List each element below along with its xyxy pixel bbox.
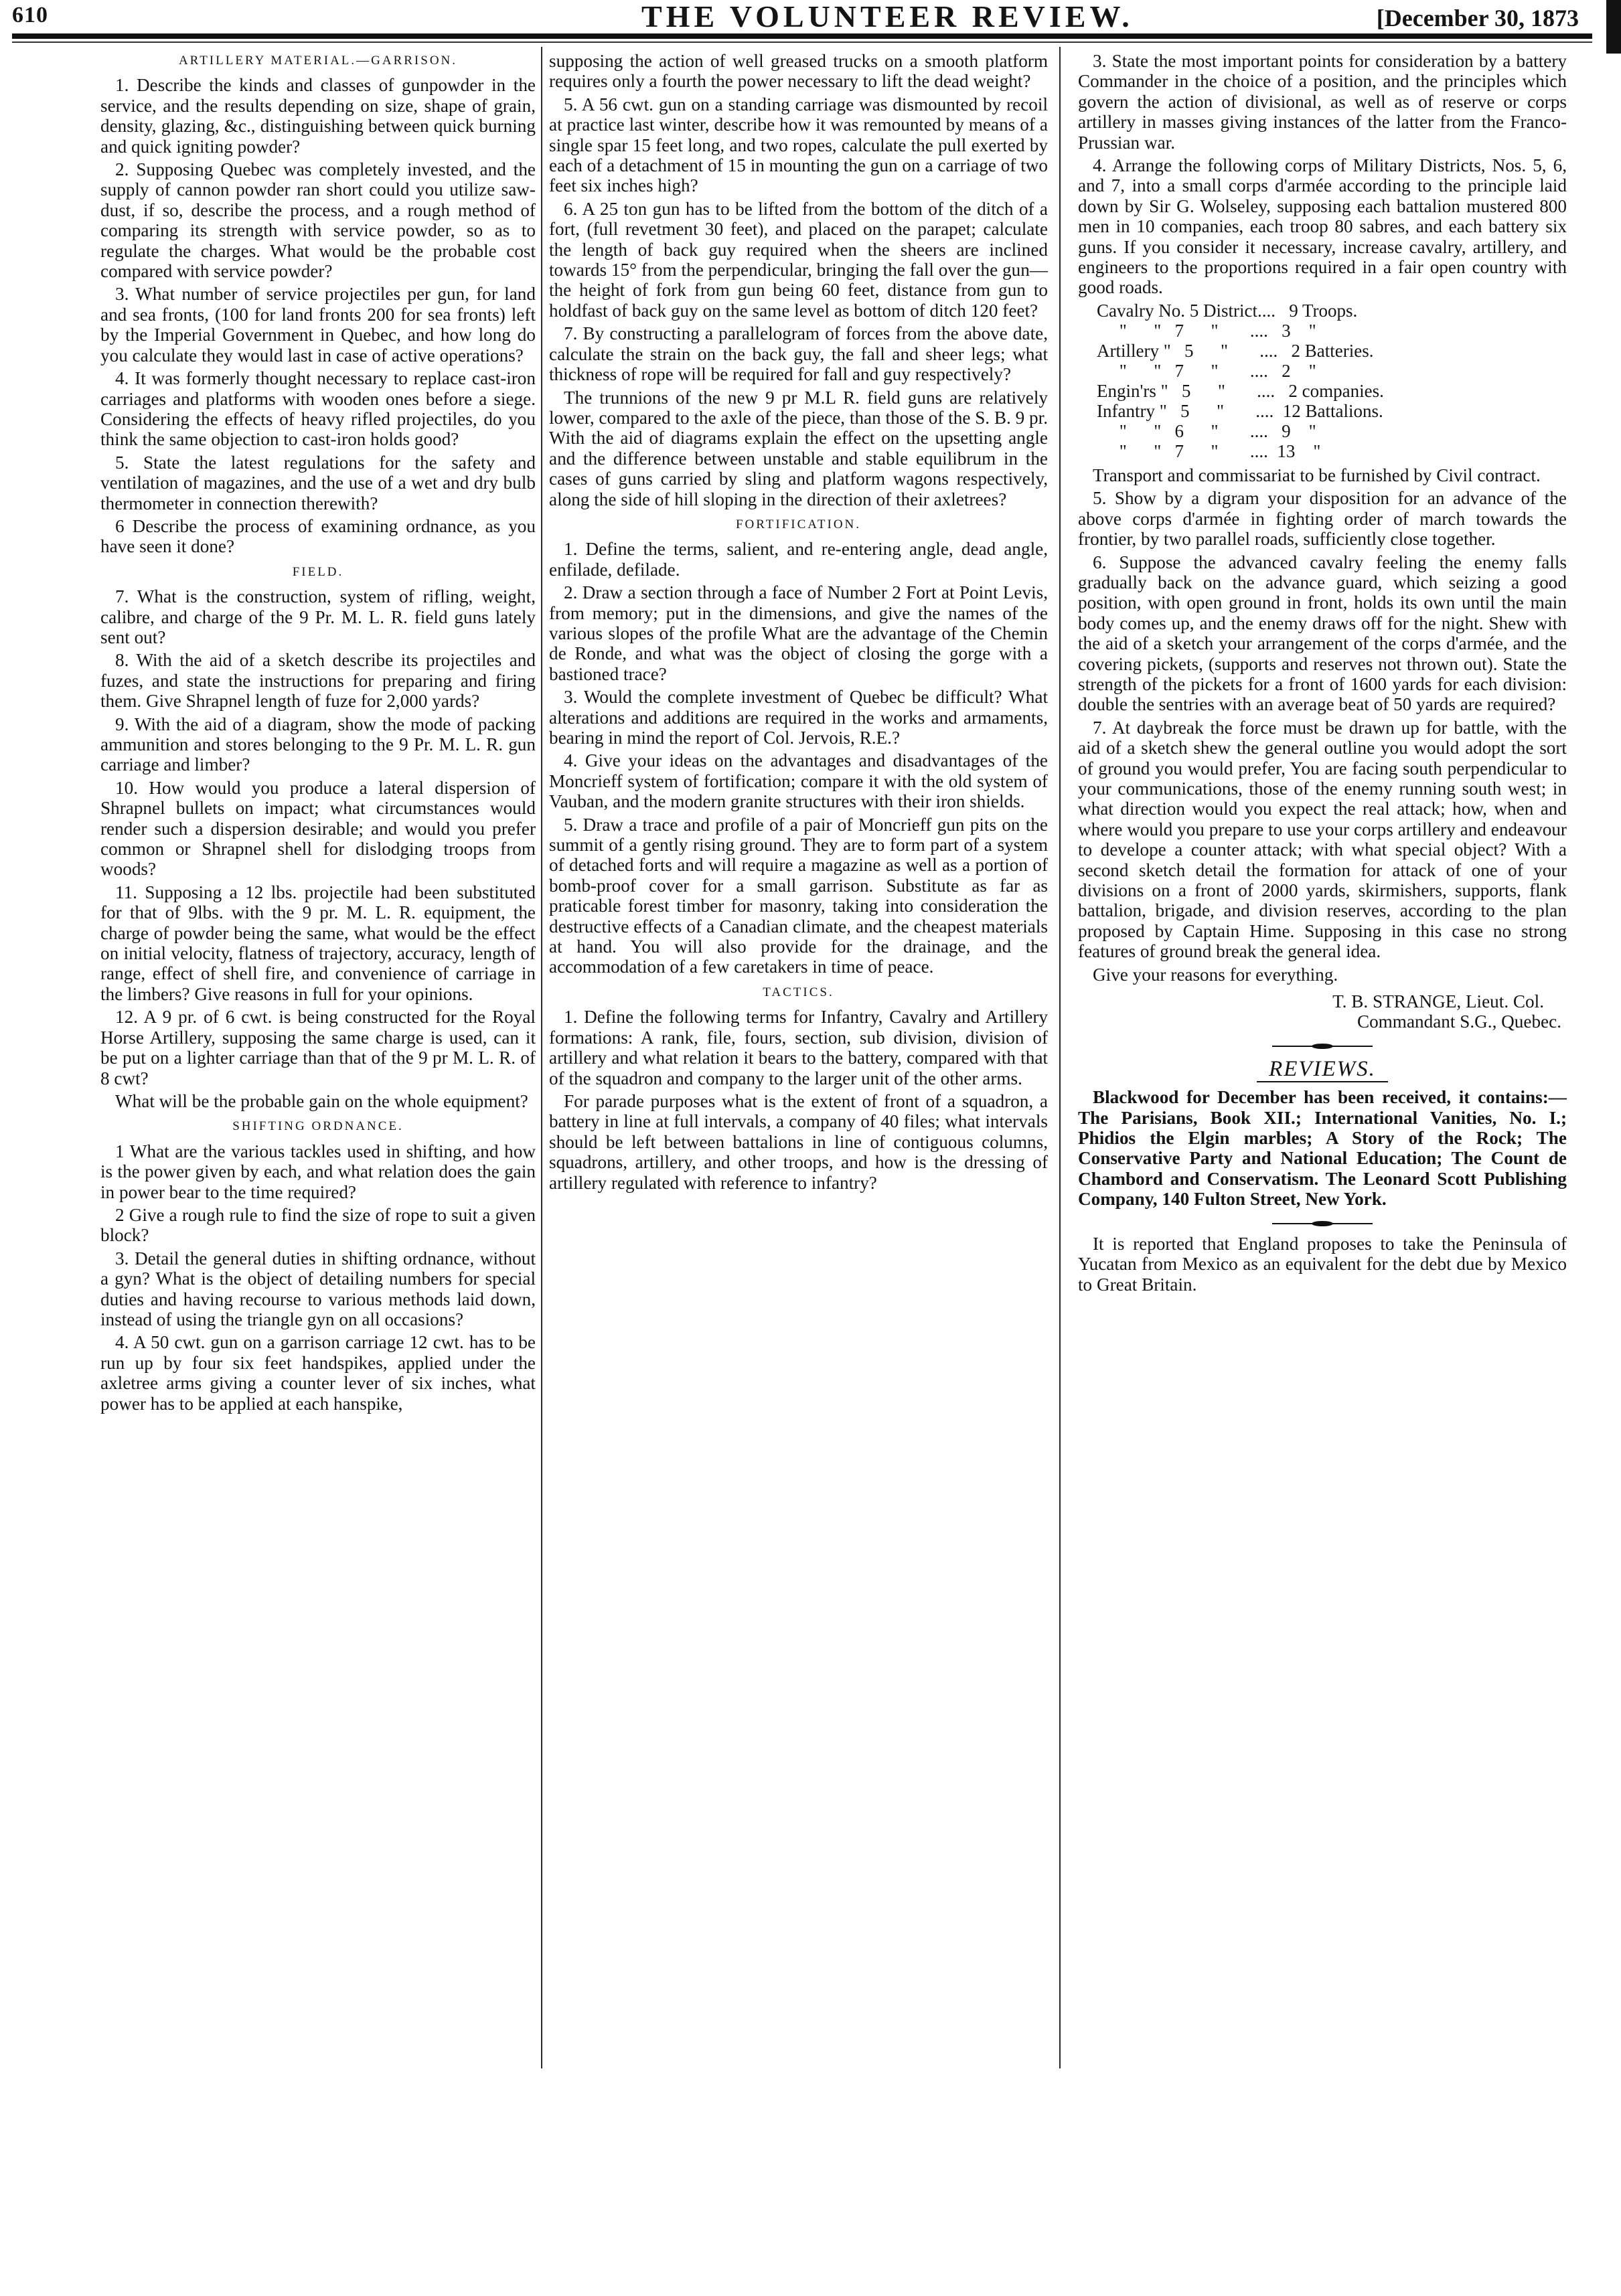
- question-paragraph: 2. Supposing Quebec was completely invested, and the supply of cannon powder ran short could you utilize saw-dust, if so, describe the process, and a rough method of comparing its strength with service powder, so as to regulate the charges. What would be the probable cost compared with service powder?: [100, 159, 536, 282]
- header-rule: [12, 33, 1592, 39]
- question-paragraph: 5. Draw a trace and profile of a pair of Moncrieff gun pits on the summit of a gently rising ground. They are to form part of a system of detached forts and will require a magazine as well as a portion of bomb-proof cover for a small garrison. Substitute as far as praticable forest timber for masonry, taking into consideration the destructive effects of a Canadian climate, and the cheapest materials at hand. You will also provide for the drainage, and the accommodation of a few caretakers in time of peace.: [549, 814, 1048, 977]
- question-paragraph: 1. Describe the kinds and classes of gunpowder in the service, and the results depending on size, shape of grain, density, glazing, &c., distinguishing between quick burning and quick igniting powder?: [100, 75, 536, 157]
- column-rule-2: [1059, 47, 1061, 2068]
- section-heading-tactics: TACTICS.: [763, 985, 834, 999]
- question-paragraph: 7. At daybreak the force must be drawn up for battle, with the aid of a sketch shew the general outline you would adopt the sort of ground you would prefer, You are facing south perpendicular to your communications, those of the enemy running south west; in what direction would you expect the real attack; how, when and where would you prepare to use your corps artillery and endeavour to develope a counter attack; with what special object? With a second sketch detail the formation for attack of one of your divisions on a front of 2000 yards, skirmishers, supports, flank battalion, brigade, and division reserves, according to the plan proposed by Captain Hime. Supposing in this case no strong features of ground break the general idea.: [1078, 717, 1567, 962]
- reviews-heading-text: REVIEWS.: [1257, 1057, 1388, 1082]
- question-paragraph: 8. With the aid of a sketch describe its projectiles and fuzes, and state the instructions for preparing and firing them. Give Shrapnel length of fuze for 2,000 yards?: [100, 650, 536, 712]
- question-paragraph: 4. It was formerly thought necessary to replace cast-iron carriages and platforms with wooden ones before a siege. Considering the effects of heavy rifled projectiles, do you think the same objection to cast-iron holds good?: [100, 368, 536, 450]
- column-3: [1078, 51, 1567, 1297]
- question-paragraph: 10. How would you produce a lateral dispersion of Shrapnel bullets on impact; what circumstances would render such a dispersion desirable; and would you prefer common or Shrapnel shell for dislodging troops from woods?: [100, 777, 536, 880]
- ornamental-divider-icon: [1272, 1043, 1373, 1050]
- question-paragraph: 5. Show by a digram your disposition for an advance of the above corps d'armée in fighting order of march towards the frontier, by two parallel roads, sufficiently close together.: [1078, 488, 1567, 550]
- section-heading-shifting-ordnance: SHIFTING ORDNANCE.: [232, 1119, 404, 1134]
- troop-table-row: " " 7 " .... 3 ": [1097, 320, 1316, 341]
- question-paragraph: 5. A 56 cwt. gun on a standing carriage was dismounted by recoil at practice last winter, describe how it was remounted by means of a single spar 15 feet long, and two ropes, calculate the pull exerted by each of a detachment of 15 in mounting the gun on a carriage of two feet six inches high?: [549, 94, 1048, 196]
- question-paragraph: 6. A 25 ton gun has to be lifted from the bottom of the ditch of a fort, (full revetment 30 feet), and placed on the parapet; calculate the length of back guy required when the sheers are inclined towards 15° from the perpendicular, bringing the fall over the gun—the height of fork from gun being 60 feet, distance from gun to holdfast of back guy on the same level as bottom of ditch 120 feet?: [549, 198, 1048, 321]
- troop-table-row: Engin'rs " 5 " .... 2 companies.: [1097, 380, 1384, 401]
- page-header: [12, 0, 1592, 35]
- ornamental-divider-icon: [1272, 1220, 1373, 1227]
- question-paragraph: For parade purposes what is the extent of front of a squadron, a battery in line at full intervals, a company of 40 files; what intervals should be left between battalions in line of contiguous columns, squadrons, artillery, and other troops, and how is the dressing of artillery regulated with reference to infantry?: [549, 1090, 1048, 1193]
- question-paragraph: Transport and commissariat to be furnished by Civil contract.: [1093, 465, 1541, 485]
- troop-table-row: " " 6 " .... 9 ": [1097, 420, 1316, 441]
- question-paragraph: 2. Draw a section through a face of Number 2 Fort at Point Levis, from memory; put in the dimensions, and give the names of the various slopes of the profile What are the advantage of the Chemin de Ronde, and what was the object of closing the gorge with a bastioned trace?: [549, 582, 1048, 684]
- section-heading-artillery: ARTILLERY MATERIAL.—GARRISON.: [178, 54, 458, 68]
- page-number: 610: [12, 3, 48, 27]
- column-rule-1: [541, 47, 542, 2068]
- troop-table-row: Artillery " 5 " .... 2 Batteries.: [1097, 340, 1374, 361]
- question-paragraph: 4. A 50 cwt. gun on a garrison carriage 12 cwt. has to be run up by four six feet handspikes, applied under the axletree arms giving a counter lever of six inches, what power has to be applied at each hanspike,: [100, 1332, 536, 1414]
- question-paragraph: 9. With the aid of a diagram, show the mode of packing ammunition and stores belonging to the 9 Pr. M. L. R. gun carriage and limber?: [100, 714, 536, 775]
- troop-table-row: Infantry " 5 " .... 12 Battalions.: [1097, 400, 1383, 421]
- question-paragraph: 3. Detail the general duties in shifting ordnance, without a gyn? What is the object of detailing numbers for special duties and having recourse to various methods laid down, instead of using the triangle gyn on all occasions?: [100, 1248, 536, 1329]
- section-heading-fortification: FORTIFICATION.: [735, 517, 862, 531]
- question-paragraph: 7. By constructing a parallelogram of forces from the above date, calculate the strain on the back guy, the fall and sheer legs; what thickness of rope will be required for fall and guy respectively?: [549, 323, 1048, 385]
- question-paragraph: 3. What number of service projectiles per gun, for land and sea fronts, (100 for land fronts 200 for sea fronts) left by the Imperial Government in Quebec, and how long do you calculate they would last in case of active operations?: [100, 284, 536, 365]
- question-paragraph: 2 Give a rough rule to find the size of rope to suit a given block?: [100, 1204, 536, 1246]
- header-rule-thin: [12, 42, 1592, 43]
- question-paragraph: 11. Supposing a 12 lbs. projectile had been substituted for that of 9lbs. with the 9 pr. M. L. R. equipment, the charge of powder being the same, what would be the effect on initial velocity, flatness of trajectory, accuracy, length of range, effect of shell fire, and convenience of carriage in the limbers? Give reasons in full for your opinions.: [100, 882, 536, 1004]
- question-paragraph: 7. What is the construction, system of rifling, weight, calibre, and charge of the 9 Pr. M. L. R. field guns lately sent out?: [100, 586, 536, 647]
- question-paragraph: supposing the action of well greased trucks on a smooth platform requires only a fourth the power necessary to lift the dead weight?: [549, 51, 1048, 92]
- troop-table-row: " " 7 " .... 2 ": [1097, 360, 1316, 381]
- question-paragraph: 4. Arrange the following corps of Military Districts, Nos. 5, 6, and 7, into a small corps d'armée according to the principle laid down by Sir G. Wolseley, supposing each battalion mustered 800 men in 10 companies, each troop 80 sabres, and each battery six guns. If you consider it necessary, increase cavalry, artillery, and engineers to the proportions required in a fair open country with good roads.: [1078, 155, 1567, 298]
- section-heading-field: FIELD.: [292, 564, 344, 579]
- news-paragraph: It is reported that England proposes to take the Peninsula of Yucatan from Mexico as an equivalent for the debt due by Mexico to Great Britain.: [1078, 1233, 1567, 1295]
- issue-date: [December 30, 1873: [1376, 5, 1579, 31]
- question-paragraph: 1 What are the various tackles used in shifting, and how is the power given by each, and what relation does the gain in power bear to the time required?: [100, 1141, 536, 1202]
- scan-edge-mark: [1606, 0, 1621, 54]
- question-paragraph: 1. Define the following terms for Infantry, Cavalry and Artillery formations: A rank, file, fours, section, sub division, division of artillery and what relation it bears to the battery, compared with that of the squadron and company to the larger unit of the other arms.: [549, 1007, 1048, 1088]
- signature-name: T. B. STRANGE, Lieut. Col.: [1332, 991, 1544, 1012]
- troop-table: [1097, 301, 1567, 461]
- question-paragraph: 5. State the latest regulations for the safety and ventilation of magazines, and the use of a wet and dry bulb thermometer in connection therewith?: [100, 452, 536, 513]
- question-paragraph: 6. Suppose the advanced cavalry feeling the enemy falls gradually back on the advance guard, which seizing a good position, with open ground in front, holds its own until the main body comes up, and the enemy draws off for the night. Shew with the aid of a sketch your arrangement of the corps d'armée, and the covering pickets, (supports and reserves not thrown out). State the strength of the pickets for a front of 1600 yards for each division: double the sentries with an average beat of 50 yards are required?: [1078, 552, 1567, 715]
- signature-title: Commandant S.G., Quebec.: [1357, 1011, 1561, 1032]
- column-2: [549, 51, 1048, 1196]
- question-paragraph: 3. State the most important points for consideration by a battery Commander in the choice of a position, and the principles which govern the action of divisional, as well as of reserve or corps artillery in masses giving instances of the latter from the Franco-Prussian war.: [1078, 51, 1567, 153]
- question-paragraph: 4. Give your ideas on the advantages and disadvantages of the Moncrieff system of fortification; compare it with the old system of Vauban, and the modern granite structures with their iron shields.: [549, 750, 1048, 812]
- question-paragraph: The trunnions of the new 9 pr M.L R. field guns are relatively lower, compared to the axle of the piece, than those of the S. B. 9 pr. With the aid of diagrams explain the effect on the upsetting angle and the difference between unstable and stable equilibrum in the cases of guns carried by sling and platform wagons respectively, along the side of hill sloping in the direction of their axletrees?: [549, 387, 1048, 509]
- question-paragraph: 3. Would the complete investment of Quebec be difficult? What alterations and additions are required in the works and armaments, bearing in mind the report of Col. Jervois, R.E.?: [549, 687, 1048, 748]
- masthead-title: THE VOLUNTEER REVIEW.: [641, 0, 1134, 33]
- question-paragraph: 6 Describe the process of examining ordnance, as you have seen it done?: [100, 515, 536, 557]
- closing-line: Give your reasons for everything.: [1093, 964, 1338, 985]
- troop-table-row: " " 7 " .... 13 ": [1097, 440, 1321, 461]
- column-1: [100, 51, 536, 1416]
- question-paragraph: What will be the probable gain on the whole equipment?: [115, 1090, 528, 1111]
- question-paragraph: 1. Define the terms, salient, and re-entering angle, dead angle, enfilade, defilade.: [549, 539, 1048, 580]
- section-heading-reviews: [1078, 1056, 1567, 1081]
- question-paragraph: 12. A 9 pr. of 6 cwt. is being constructed for the Royal Horse Artillery, supposing the same charge is used, can it be put on a lighter carriage than that of the 9 pr M. L. R. of 8 cwt?: [100, 1007, 536, 1088]
- troop-table-row: Cavalry No. 5 District.... 9 Troops.: [1097, 300, 1358, 321]
- review-paragraph: Blackwood for December has been received, it contains:—The Parisians, Book XII.; International Vanities, No. I.; Phidios the Elgin marbles; A Story of the Rock; The Conservative Party and National Education; The Count de Chambord and Conservatism. The Leonard Scott Publishing Company, 140 Fulton Street, New York.: [1078, 1087, 1567, 1210]
